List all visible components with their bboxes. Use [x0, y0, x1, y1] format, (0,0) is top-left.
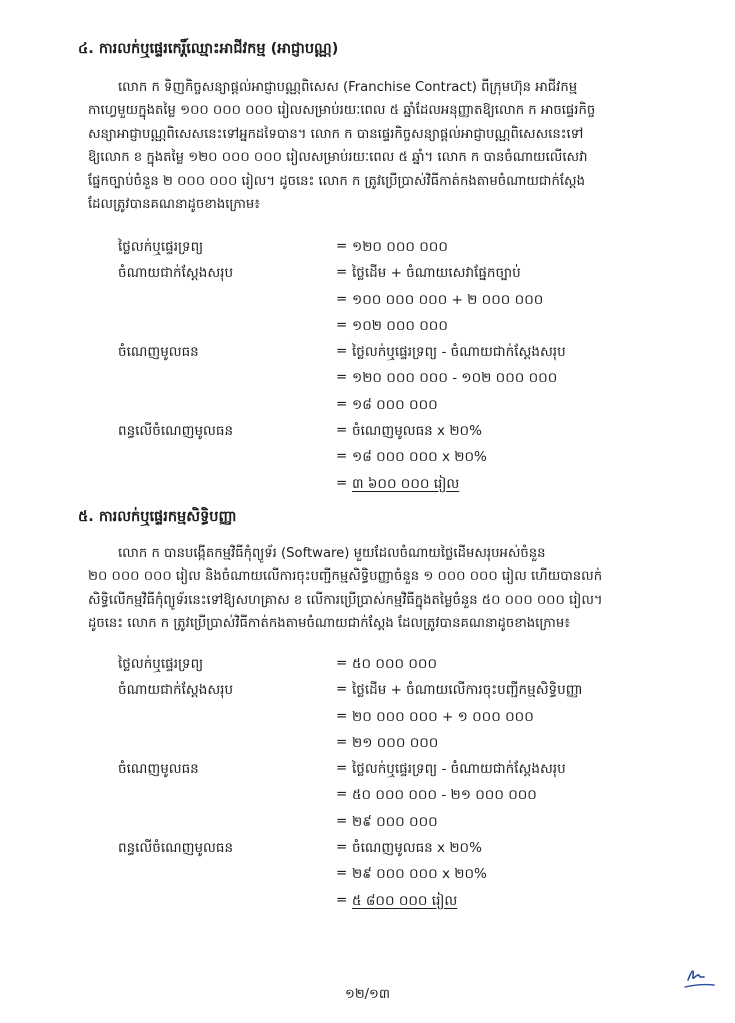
section-4-title: ៤. ការលក់ឬផ្ទេរកេរ្តិ៍ឈ្មោះអាជីវកម្ម (អាជ្ញាបណ្ណ) [78, 41, 339, 57]
calc-value: ថ្លៃដើម + ចំណាយសេវាផ្នែកច្បាប់ [352, 265, 521, 282]
calc-value: ១៨ ០០០ ០០០ x ២០% [352, 449, 487, 466]
paragraph-line: ២០ ០០០ ០០០ រៀល និងចំណាយលើការចុះបញ្ជីកម្មសិទ្ធិបញ្ញាចំនួន ១ ០០០ ០០០ រៀល ហើយបានលក់ [88, 569, 603, 585]
calc-equals: = [336, 474, 348, 491]
calc-value: ថ្លៃលក់ឬផ្ទេរទ្រព្យ - ចំណាយជាក់ស្ដែងសរុប [352, 344, 566, 361]
calc-equals: = [336, 343, 348, 360]
calc-value: ២១ ០០០ ០០០ [352, 734, 439, 751]
calc-row [118, 343, 678, 369]
calc-label: ចំណេញមូលធន [118, 761, 199, 778]
calc-label: ថ្លៃលក់ឬផ្ទេរទ្រព្យ [118, 239, 204, 255]
calc-equals: = [336, 264, 348, 281]
paragraph-line: លោក ក ទិញកិច្ចសន្យាផ្ដល់អាជ្ញាបណ្ណពិសេស (Franchise Contract) ពីក្រុមហ៊ុន អាជីវកម្ម [118, 80, 578, 95]
paragraph-line: ឱ្យលោក ខ ក្នុងតម្លៃ ១២០ ០០០ ០០០ រៀលសម្រាប់រយៈពេល ៥ ឆ្នាំ។ លោក ក បានចំណាយលើសេវា [88, 150, 588, 166]
calc-result: ៣ ៦០០ ០០០ រៀល [352, 475, 460, 492]
calc-row [118, 813, 678, 839]
calc-value: ២៩ ០០០ ០០០ [352, 813, 438, 830]
section-5-calculation [118, 655, 678, 918]
calc-equals: = [336, 238, 348, 254]
calc-value: ថ្លៃលក់ឬផ្ទេរទ្រព្យ - ចំណាយជាក់ស្ដែងសរុប [352, 761, 566, 778]
calc-value: ៥០ ០០០ ០០០ - ២១ ០០០ ០០០ [352, 787, 537, 804]
calc-equals: = [336, 760, 348, 777]
calc-label: ពន្ធលើចំណេញមូលធន [118, 840, 234, 857]
calc-row [118, 708, 678, 734]
calc-equals: = [336, 681, 348, 698]
calc-row [118, 892, 678, 918]
section-4-calculation [118, 238, 678, 501]
calc-label: ចំណាយជាក់ស្ដែងសរុប [118, 682, 234, 699]
calc-equals: = [336, 707, 348, 724]
calc-equals: = [336, 316, 348, 333]
calc-equals: = [336, 891, 348, 908]
calc-equals: = [336, 448, 348, 465]
calc-label: ចំណាយជាក់ស្ដែងសរុប [118, 265, 234, 282]
page-number: ១២/១៣ [344, 987, 390, 1002]
calc-label: ចំណេញមូលធន [118, 344, 199, 361]
calc-equals: = [336, 865, 348, 882]
calc-value: ចំណេញមូលធន x ២០% [352, 840, 482, 857]
calc-row [118, 422, 678, 448]
paragraph-line: ដូចនេះ លោក ក ត្រូវប្រើប្រាស់វិធីកាត់កងតាមចំណាយជាក់ស្ដែង ដែលត្រូវបានគណនាដូចខាងក្រោម៖ [88, 616, 571, 632]
calc-row [118, 655, 678, 681]
calc-row [118, 291, 678, 317]
calc-value: ១០២ ០០០ ០០០ [352, 317, 448, 334]
calc-equals: = [336, 290, 348, 307]
calc-value: ថ្លៃដើម + ចំណាយលើការចុះបញ្ជីកម្មសិទ្ធិបញ្ញា [352, 682, 583, 699]
calc-row [118, 396, 678, 422]
paragraph-line: ដែលត្រូវបានគណនាដូចខាងក្រោម៖ [88, 197, 261, 213]
paragraph-line: សិទ្ធិលើកម្មវិធីកុំព្យូទ័រនេះទៅឱ្យសហគ្រាស ខ លើការប្រើប្រាស់កម្មវិធីក្នុងតម្លៃចំនួន ៥០ ០០០ ០០០ រៀល។ [88, 592, 603, 608]
calc-equals: = [336, 812, 348, 829]
calc-row [118, 264, 678, 290]
calc-label: ថ្លៃលក់ឬផ្ទេរទ្រព្យ [118, 656, 204, 672]
calc-value: ១២០ ០០០ ០០០ [352, 239, 448, 255]
calc-row [118, 475, 678, 501]
calc-row [118, 839, 678, 865]
calc-result: ៥ ៨០០ ០០០ រៀល [352, 892, 458, 909]
calc-equals: = [336, 786, 348, 803]
calc-value: ១២០ ០០០ ០០០ - ១០២ ០០០ ០០០ [352, 370, 558, 387]
calc-value: ២០ ០០០ ០០០ + ១ ០០០ ០០០ [352, 708, 534, 725]
paragraph-line: សន្យាអាជ្ញាបណ្ណពិសេសនេះទៅអ្នកដទៃបាន។ លោក ក បានផ្ទេរកិច្ចសន្យាផ្ដល់អាជ្ញាបណ្ណពិសេសនេះទៅ [88, 126, 584, 142]
calc-value: ៥០ ០០០ ០០០ [352, 656, 438, 672]
calc-row [118, 448, 678, 474]
calc-row [118, 786, 678, 812]
calc-label: ពន្ធលើចំណេញមូលធន [118, 423, 234, 440]
calc-row [118, 681, 678, 707]
calc-row [118, 760, 678, 786]
calc-equals: = [336, 369, 348, 386]
calc-equals: = [336, 839, 348, 856]
calc-equals: = [336, 395, 348, 412]
paragraph-line: កាហ្វេមួយក្នុងតម្លៃ ១០០ ០០០ ០០០ រៀលសម្រាប់រយៈពេល ៥ ឆ្នាំដែលអនុញ្ញាតឱ្យលោក ក អាចផ្ទេរកិច្ច [88, 103, 596, 119]
section-4-paragraph [88, 76, 688, 216]
calc-row [118, 369, 678, 395]
calc-equals: = [336, 655, 348, 671]
calc-equals: = [336, 733, 348, 750]
paragraph-line: ផ្នែកច្បាប់ចំនួន ២ ០០០ ០០០ រៀល។ ដូចនេះ លោក ក ត្រូវប្រើប្រាស់វិធីកាត់កងតាមចំណាយជាក់ស្ដែង [88, 173, 585, 189]
section-5-title: ៥. ការលក់ឬផ្ទេរកម្មសិទ្ធិបញ្ញា [78, 509, 237, 525]
paragraph-line: លោក ក បានបង្កើតកម្មវិធីកុំព្យូទ័រ (Software) មួយដែលចំណាយថ្លៃដើមសរុបអស់ចំនួន [118, 546, 546, 561]
calc-value: ១០០ ០០០ ០០០ + ២ ០០០ ០០០ [352, 291, 544, 308]
section-5-paragraph [88, 542, 688, 636]
calc-row [118, 865, 678, 891]
calc-value: ចំណេញមូលធន x ២០% [352, 423, 482, 440]
calc-row [118, 317, 678, 343]
calc-value: ២៩ ០០០ ០០០ x ២០% [352, 866, 487, 883]
calc-row [118, 238, 678, 264]
calc-equals: = [336, 422, 348, 439]
calc-row [118, 734, 678, 760]
calc-value: ១៨ ០០០ ០០០ [352, 396, 438, 413]
